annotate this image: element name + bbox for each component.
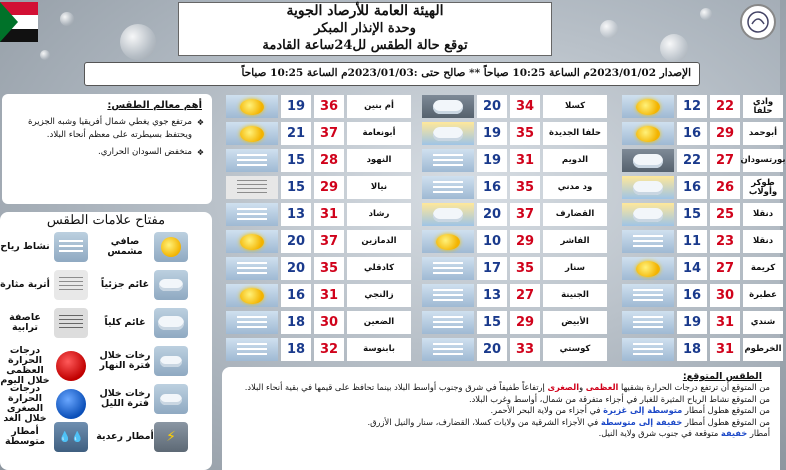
page-header [178, 2, 552, 56]
moderate-rain-icon: 💧💧 [54, 422, 88, 452]
city-name: أم بنين [347, 95, 411, 118]
forecast-line: من المتوقع هطول أمطار خفيفة إلى متوسطة في الأجزاء الشرقية من ولايات كسلا، القضارف، سنار والنيل الأزرق. [367, 416, 770, 427]
city-name: الأبيض [543, 311, 607, 334]
forecast-line: أمطار خفيفة متوقعة في جنوب شرق ولاية النيل. [598, 428, 770, 439]
legend-item: عاصفة ترابية [0, 308, 88, 338]
min-temp-icon [54, 389, 88, 419]
partly-cloudy-icon [622, 176, 674, 199]
forecast-line: من المتوقع نشاط الرياح المثيرة للغبار في أجزاء متفرقة من شمال، أواسط وغرب البلاد. [468, 393, 770, 404]
min-temp: 18 [281, 338, 311, 361]
max-temp: 27 [710, 257, 740, 280]
max-temp: 30 [314, 311, 344, 334]
max-temp: 35 [510, 257, 540, 280]
city-name: طوكر وأولاب [743, 176, 783, 199]
feature-item: ❖ منخفض السودان الحراري. [8, 146, 202, 159]
sun-icon [154, 232, 188, 262]
dust-icon [226, 176, 278, 199]
sun-icon [226, 122, 278, 145]
city-row [622, 230, 780, 255]
duststorm-icon [54, 308, 88, 338]
legend-item: رخات خلال فترة النهار [96, 346, 188, 376]
min-temp: 16 [677, 284, 707, 307]
min-temp: 12 [677, 95, 707, 118]
min-temp: 20 [477, 95, 507, 118]
city-row [422, 122, 604, 147]
max-temp: 30 [710, 284, 740, 307]
city-name: دنقلا [743, 230, 783, 253]
thunderstorm-icon [622, 149, 674, 172]
min-temp: 20 [281, 257, 311, 280]
city-name: الخرطوم [743, 338, 783, 361]
city-name: القضارف [543, 203, 607, 226]
wind-icon [226, 338, 278, 361]
city-row [422, 176, 604, 201]
wind-icon [622, 284, 674, 307]
partly-cloudy-icon [422, 122, 474, 145]
cloudy-icon [154, 308, 188, 338]
max-temp: 29 [510, 311, 540, 334]
city-row [422, 311, 604, 336]
water-drop [700, 8, 712, 20]
city-name: شندي [743, 311, 783, 334]
wind-icon [422, 257, 474, 280]
city-row [226, 338, 408, 363]
max-temp: 36 [314, 95, 344, 118]
city-row [422, 257, 604, 282]
wind-icon [622, 230, 674, 253]
city-row [226, 176, 408, 201]
max-temp: 32 [314, 338, 344, 361]
forecast-line: من المتوقع هطول أمطار متوسطة إلى غزيرة في أجزاء من ولاية البحر الأحمر. [490, 405, 770, 416]
city-name: الدويم [543, 149, 607, 172]
min-temp: 15 [281, 176, 311, 199]
min-temp: 13 [477, 284, 507, 307]
city-row [226, 257, 408, 282]
legend-item: نشاط رياح [0, 232, 88, 262]
city-name: كريمة [743, 257, 783, 280]
forecast-title: توقع حالة الطقس لل24ساعة القادمة [262, 38, 468, 53]
authority-name: الهيئة العامة للأرصاد الجوية [286, 3, 444, 19]
city-row [226, 95, 408, 120]
forecast-line: من المتوقع أن ترتفع درجات الحرارة بشقيها العظمى والصغرى إرتفاعاً طفيفاً في شرق وجنوب أواسط البلاد بينما تحافظ على قيمها في بقية أنحاء البلاد. [244, 382, 770, 393]
city-row [226, 149, 408, 174]
wind-icon [622, 338, 674, 361]
water-drop [40, 50, 50, 60]
thunderstorm-icon: ⚡ [154, 422, 188, 452]
city-name: عطبرة [743, 284, 783, 307]
sun-icon [226, 284, 278, 307]
min-temp: 16 [281, 284, 311, 307]
city-row [622, 95, 780, 120]
city-row [622, 176, 780, 201]
min-temp: 18 [677, 338, 707, 361]
partly-cloudy-icon [154, 270, 188, 300]
min-temp: 15 [477, 311, 507, 334]
max-temp: 25 [710, 203, 740, 226]
city-row [622, 338, 780, 363]
city-name: بورتسودان [743, 149, 783, 172]
min-temp: 19 [677, 311, 707, 334]
city-name: وادي حلفا [743, 95, 783, 118]
sun-icon [226, 95, 278, 118]
min-temp: 20 [477, 203, 507, 226]
max-temp: 37 [510, 203, 540, 226]
city-name: رشاد [347, 203, 411, 226]
weather-legend [0, 212, 212, 470]
min-temp: 16 [677, 176, 707, 199]
water-drop [600, 20, 618, 38]
city-row [226, 311, 408, 336]
legend-item: غائم جزئياً [96, 270, 188, 300]
wind-icon [226, 311, 278, 334]
city-row [622, 149, 786, 174]
sun-icon [226, 230, 278, 253]
sun-icon [622, 95, 674, 118]
max-temp: 35 [510, 122, 540, 145]
city-row [226, 230, 408, 255]
wind-icon [422, 311, 474, 334]
features-title: أهم معالم الطقس: [107, 100, 202, 111]
min-temp: 19 [477, 122, 507, 145]
city-name: الدمازين [347, 230, 411, 253]
city-name: زالنجي [347, 284, 411, 307]
sun-icon [422, 230, 474, 253]
max-temp: 27 [510, 284, 540, 307]
max-temp: 35 [314, 257, 344, 280]
min-temp: 20 [477, 338, 507, 361]
legend-item: ⚡ أمطار رعدية [96, 422, 188, 452]
legend-item: رخات خلال فترة الليل [96, 384, 188, 414]
night-showers-icon [154, 384, 188, 414]
min-temp: 19 [477, 149, 507, 172]
partly-cloudy-icon [422, 203, 474, 226]
wind-icon [54, 232, 88, 262]
max-temp: 37 [314, 122, 344, 145]
min-temp: 15 [677, 203, 707, 226]
min-temp: 10 [477, 230, 507, 253]
max-temp: 23 [710, 230, 740, 253]
city-name: النهود [347, 149, 411, 172]
max-temp: 31 [314, 203, 344, 226]
city-name: حلفا الجديدة [543, 122, 607, 145]
city-name: سنار [543, 257, 607, 280]
max-temp: 31 [710, 311, 740, 334]
max-temp: 34 [510, 95, 540, 118]
max-temp: 29 [314, 176, 344, 199]
partly-cloudy-icon [622, 203, 674, 226]
max-temp: 28 [314, 149, 344, 172]
max-temp: 31 [510, 149, 540, 172]
city-name: أبوحمد [743, 122, 783, 145]
legend-item: 💧💧 أمطار متوسطة [0, 422, 88, 452]
legend-item: درجات الحرارة العظمى خلال اليوم [0, 346, 88, 386]
city-row [422, 149, 604, 174]
city-row [226, 203, 408, 228]
min-temp: 18 [281, 311, 311, 334]
legend-title: مفتاح علامات الطقس [46, 213, 166, 228]
min-temp: 19 [281, 95, 311, 118]
min-temp: 15 [281, 149, 311, 172]
city-row [226, 284, 408, 309]
sudan-flag [0, 2, 38, 42]
wind-icon [226, 203, 278, 226]
legend-item: صافي مشمس [96, 232, 188, 262]
max-temp: 22 [710, 95, 740, 118]
legend-item: درجات الحرارة الصغرى خلال الغد [0, 384, 88, 424]
max-temp: 31 [710, 338, 740, 361]
wind-icon [422, 284, 474, 307]
feature-item: ❖ مرتفع جوي يغطي شمال أفريقيا وشبه الجزيرة ويحتفظ بسيطرته على معظم أنحاء البلاد. [8, 116, 202, 142]
wind-icon [226, 257, 278, 280]
max-temp: 31 [314, 284, 344, 307]
legend-item: أتربة مثارة [0, 270, 88, 300]
weather-features-box [2, 94, 212, 204]
max-temp: 37 [314, 230, 344, 253]
city-row [422, 203, 604, 228]
max-temp: 35 [510, 176, 540, 199]
max-temp: 33 [510, 338, 540, 361]
wind-icon [422, 176, 474, 199]
city-row [422, 338, 604, 363]
dust-icon [54, 270, 88, 300]
min-temp: 16 [477, 176, 507, 199]
min-temp: 17 [477, 257, 507, 280]
min-temp: 20 [281, 230, 311, 253]
max-temp: 29 [710, 122, 740, 145]
city-row [422, 284, 604, 309]
city-name: دنقلا [743, 203, 783, 226]
city-name: الجنينة [543, 284, 607, 307]
city-row [622, 257, 780, 282]
max-temp: 27 [710, 149, 740, 172]
wind-icon [622, 311, 674, 334]
expected-weather-title: الطقس المتوقع: [682, 371, 762, 382]
issue-validity-bar: الإصدار 2023/01/02م الساعة 10:25 صباحاً ** صالح حتى :2023/01/03م الساعة 10:25 صباحاً [84, 62, 700, 86]
max-temp-icon [54, 351, 88, 381]
city-name: الضعين [347, 311, 411, 334]
min-temp: 13 [281, 203, 311, 226]
city-name: ود مدني [543, 176, 607, 199]
wind-icon [422, 338, 474, 361]
thunderstorm-icon [422, 95, 474, 118]
min-temp: 11 [677, 230, 707, 253]
legend-item: غائم كلياً [96, 308, 188, 338]
city-row [622, 203, 780, 228]
city-name: أبونعامة [347, 122, 411, 145]
meteorological-authority-logo [740, 4, 776, 40]
city-name: كسلا [543, 95, 607, 118]
min-temp: 21 [281, 122, 311, 145]
max-temp: 26 [710, 176, 740, 199]
city-row [622, 122, 780, 147]
min-temp: 22 [677, 149, 707, 172]
city-row [422, 230, 604, 255]
city-row [422, 95, 604, 120]
sun-icon [622, 122, 674, 145]
city-name: كوستي [543, 338, 607, 361]
water-drop [120, 24, 156, 60]
wind-icon [226, 149, 278, 172]
max-temp: 29 [510, 230, 540, 253]
city-row [226, 122, 408, 147]
city-row [622, 284, 780, 309]
water-drop [60, 12, 74, 26]
day-showers-icon [154, 346, 188, 376]
min-temp: 14 [677, 257, 707, 280]
city-name: نيالا [347, 176, 411, 199]
city-name: بابنوسة [347, 338, 411, 361]
city-name: كادقلي [347, 257, 411, 280]
sun-icon [622, 257, 674, 280]
city-row [622, 311, 780, 336]
min-temp: 16 [677, 122, 707, 145]
city-name: الفاشر [543, 230, 607, 253]
unit-name: وحدة الإنذار المبكر [314, 21, 416, 36]
expected-weather-box [222, 367, 780, 470]
wind-icon [422, 149, 474, 172]
water-drop [660, 34, 688, 62]
